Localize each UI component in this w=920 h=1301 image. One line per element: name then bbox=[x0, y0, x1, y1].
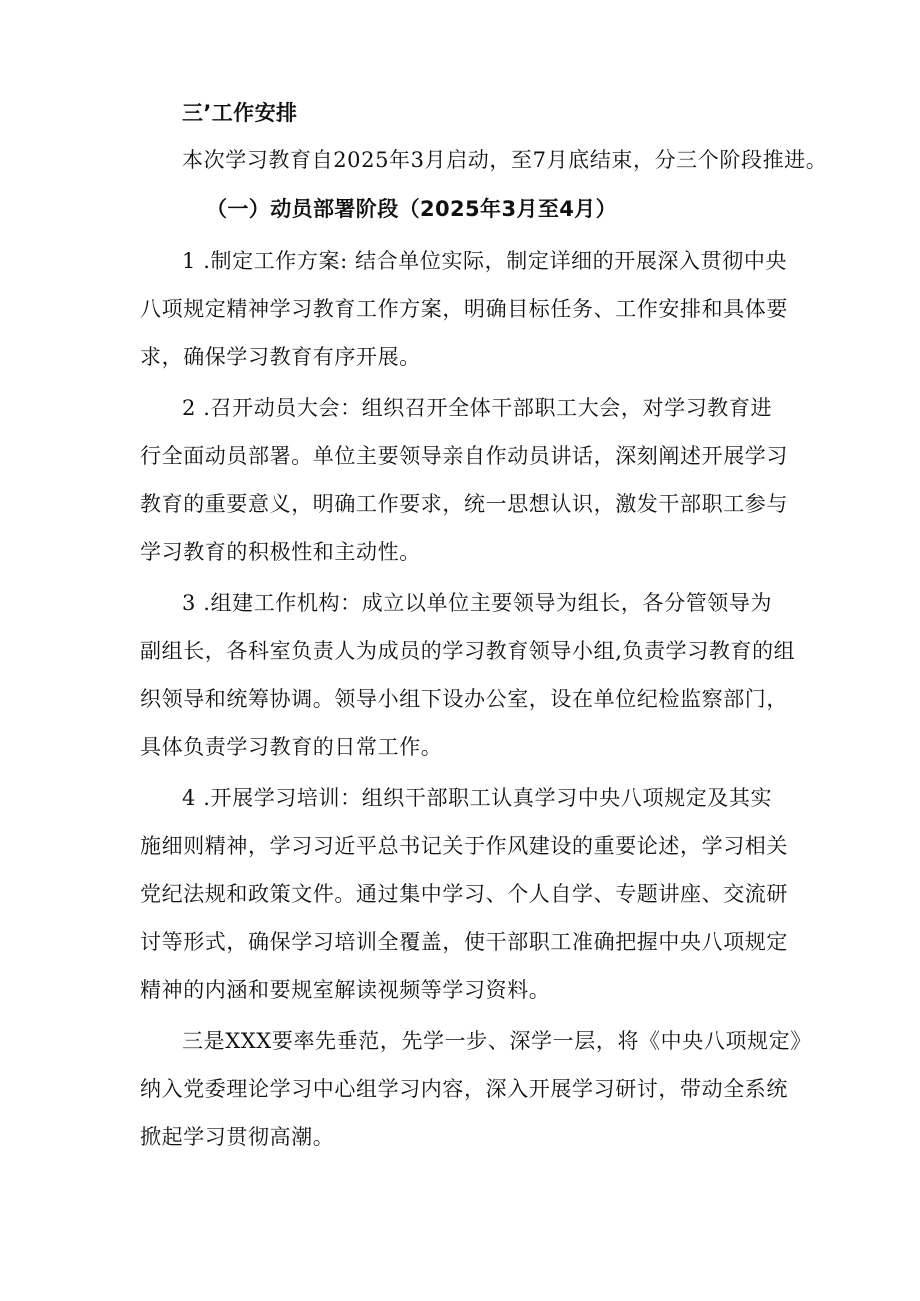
section-heading: 三’工作安排 bbox=[182, 101, 298, 125]
item-1-line-2: 八项规定精神学习教育工作方案，明确目标任务、工作安排和具体要 bbox=[140, 297, 788, 321]
item-2-line-1: 2 .召开动员大会：组织召开全体干部职工大会，对学习教育进 bbox=[182, 396, 773, 420]
phase-heading: （一）动员部署阶段（2025年3月至4月） bbox=[206, 197, 618, 221]
item-4-line-3: 党纪法规和政策文件。通过集中学习、个人自学、专题讲座、交流研 bbox=[140, 882, 788, 906]
item-3-line-1: 3 .组建工作机构：成立以单位主要领导为组长，各分管领导为 bbox=[182, 591, 773, 615]
item-2-line-2: 行全面动员部署。单位主要领导亲自作动员讲话，深刻阐述开展学习 bbox=[140, 444, 788, 468]
item-1-line-3: 求，确保学习教育有序开展。 bbox=[140, 345, 421, 369]
item-1-line-1: 1 .制定工作方案: 结合单位实际，制定详细的开展深入贯彻中央 bbox=[182, 249, 788, 273]
item-2-line-4: 学习教育的积极性和主动性。 bbox=[140, 540, 421, 564]
closing-line-2: 纳入党委理论学习中心组学习内容，深入开展学习研讨，带动全系统 bbox=[140, 1077, 788, 1101]
intro-paragraph: 本次学习教育自2025年3月启动，至7月底结束，分三个阶段推进。 bbox=[182, 148, 828, 172]
closing-line-1: 三是XXX要率先垂范，先学一步、深学一层，将《中央八项规定》 bbox=[182, 1029, 812, 1053]
item-2-line-3: 教育的重要意义，明确工作要求，统一思想认识，激发干部职工参与 bbox=[140, 492, 788, 516]
closing-line-3: 掀起学习贯彻高潮。 bbox=[140, 1125, 335, 1149]
item-3-line-3: 织领导和统筹协调。领导小组下设办公室，设在单位纪检监察部门， bbox=[140, 687, 788, 711]
item-4-line-5: 精神的内涵和要规室解读视频等学习资料。 bbox=[140, 978, 551, 1002]
item-3-line-4: 具体负责学习教育的日常工作。 bbox=[140, 735, 443, 759]
item-3-line-2: 副组长，各科室负责人为成员的学习教育领导小组,负责学习教育的组 bbox=[140, 639, 796, 663]
item-4-line-2: 施细则精神，学习习近平总书记关于作风建设的重要论述，学习相关 bbox=[140, 834, 788, 858]
item-4-line-1: 4 .开展学习培训：组织干部职工认真学习中央八项规定及其实 bbox=[182, 786, 773, 810]
item-4-line-4: 讨等形式，确保学习培训全覆盖，使干部职工准确把握中央八项规定 bbox=[140, 930, 788, 954]
